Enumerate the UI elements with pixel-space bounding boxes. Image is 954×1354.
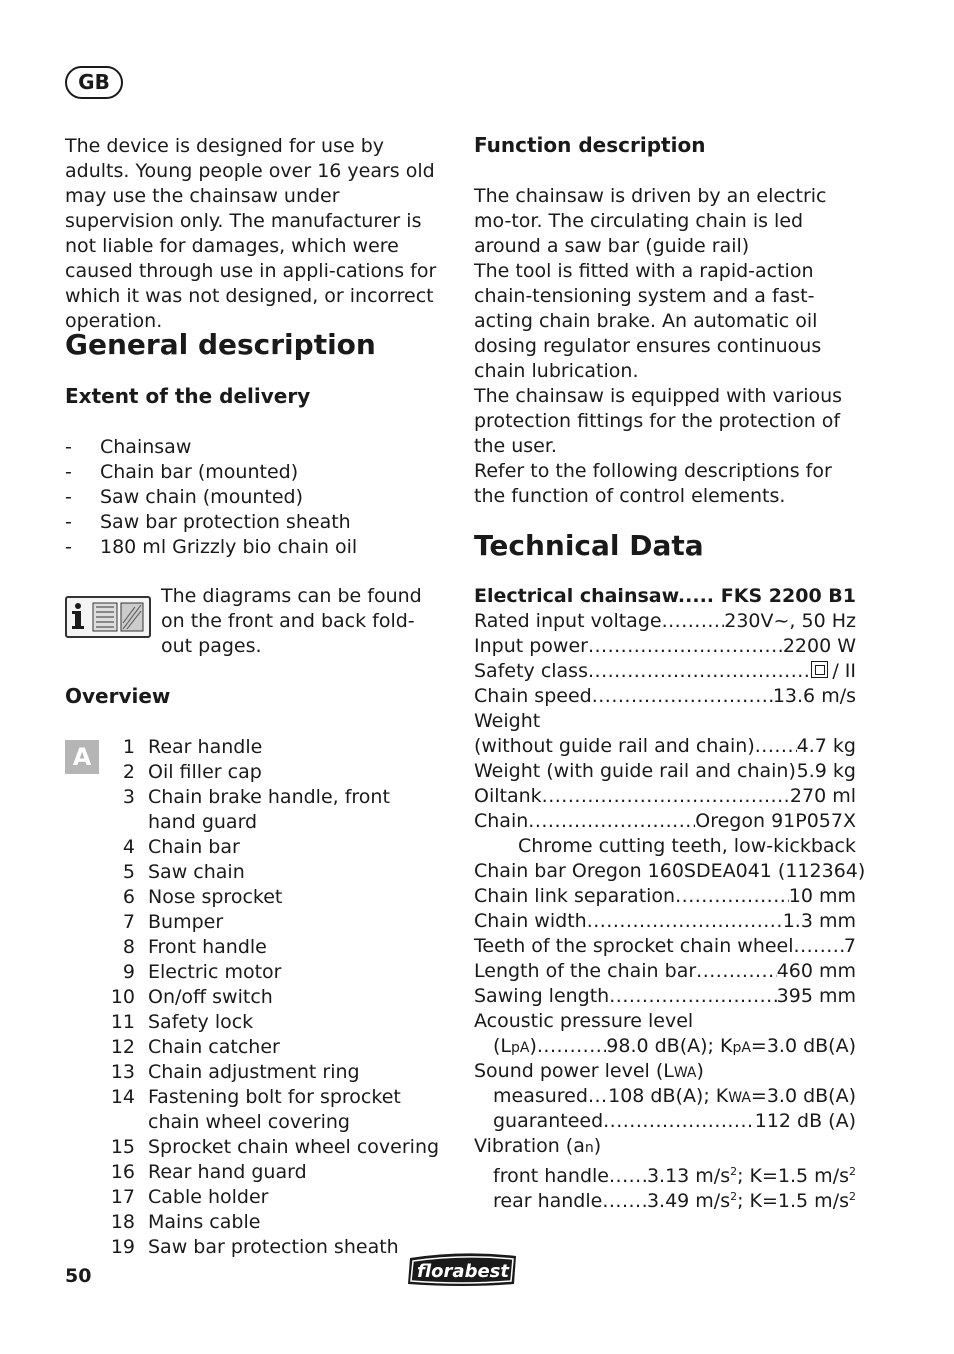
spec-header: Electrical chainsaw..... FKS 2200 B1 bbox=[474, 585, 856, 607]
function-description-text bbox=[474, 184, 856, 509]
general-description-heading: General description bbox=[65, 328, 376, 361]
spec-row: Weight (with guide rail and chain) ..... 5.9 kg bbox=[474, 759, 856, 784]
spec-row: Weight bbox=[474, 710, 541, 732]
spec-row: Acoustic pressure level bbox=[474, 1010, 694, 1032]
spec-row: front handle ..... 3.13 $m/s^2$; K=1.5 $m/s^2$ bbox=[474, 1159, 856, 1184]
list-item: 1 Rear handle bbox=[122, 736, 263, 758]
spec-row: Rated input voltage ..... 230V~, 50 Hz bbox=[474, 609, 856, 634]
function-description-heading: Function description bbox=[474, 133, 706, 157]
spec-row: Oiltank ..... 270 ml bbox=[474, 784, 856, 809]
list-item: - Saw chain (mounted) bbox=[65, 486, 304, 508]
spec-row: guaranteed ..... 112 dB (A) bbox=[474, 1109, 856, 1134]
double-insulation-icon bbox=[811, 661, 828, 678]
paragraph: Refer to the following descriptions for the function of control elements. bbox=[474, 460, 832, 507]
spec-row: Chain link separation ..... 10 mm bbox=[474, 884, 856, 909]
paragraph: The chainsaw is driven by an electric mo-tor. The circulating chain is led around a saw bar (guide rail) bbox=[474, 185, 827, 257]
extent-of-delivery-heading: Extent of the delivery bbox=[65, 384, 311, 408]
list-item: 2 Oil filler cap bbox=[122, 761, 262, 783]
spec-row: Chrome cutting teeth, low-kickback bbox=[518, 835, 856, 857]
spec-row: measured ..... 108 dB(A); KWA=3.0 dB(A) bbox=[474, 1084, 856, 1109]
svg-text:florabest: florabest bbox=[417, 1261, 509, 1282]
list-item: 13 Chain adjustment ring bbox=[110, 1061, 360, 1083]
list-item: 7 Bumper bbox=[122, 911, 224, 933]
figure-marker: A bbox=[65, 740, 99, 774]
info-diagram-icon bbox=[65, 596, 151, 638]
list-item: 19 Saw bar protection sheath bbox=[110, 1236, 399, 1258]
list-item: - 180 ml Grizzly bio chain oil bbox=[65, 536, 358, 558]
spec-row: Chain ..... Oregon 91P057X bbox=[474, 809, 856, 834]
spec-row: Safety class ..... / II bbox=[474, 659, 856, 684]
page-number: 50 bbox=[65, 1265, 92, 1287]
brand-logo bbox=[406, 1250, 520, 1288]
info-note bbox=[65, 584, 440, 659]
list-item: 8 Front handle bbox=[122, 936, 267, 958]
spec-row: Sound power level (LWA) bbox=[474, 1060, 704, 1082]
list-item: 16 Rear hand guard bbox=[110, 1161, 307, 1183]
overview-heading: Overview bbox=[65, 684, 171, 708]
list-item: 5 Saw chain bbox=[122, 861, 245, 883]
spec-row: Vibration (an) bbox=[474, 1135, 602, 1157]
list-item: 3 Chain brake handle, front hand guard bbox=[122, 786, 390, 833]
language-badge: GB bbox=[65, 66, 123, 99]
list-item: - Chainsaw bbox=[65, 436, 192, 458]
list-item: 12 Chain catcher bbox=[110, 1036, 280, 1058]
list-item: 18 Mains cable bbox=[110, 1211, 261, 1233]
list-item: 6 Nose sprocket bbox=[122, 886, 283, 908]
spec-table bbox=[474, 609, 866, 1212]
list-item: 17 Cable holder bbox=[110, 1186, 269, 1208]
spec-row: Input power ..... 2200 W bbox=[474, 634, 856, 659]
list-item: 14 Fastening bolt for sprocket chain wheel covering bbox=[110, 1086, 401, 1133]
delivery-list bbox=[65, 435, 440, 560]
spec-row: Chain width ..... 1.3 mm bbox=[474, 909, 856, 934]
list-item: 15 Sprocket chain wheel covering bbox=[110, 1136, 440, 1158]
spec-row: (without guide rail and chain) ..... 4.7 kg bbox=[474, 734, 856, 759]
info-note-text: The diagrams can be found on the front and back fold-out pages. bbox=[161, 585, 422, 657]
spec-row: (LpA) ..... 98.0 dB(A); KpA=3.0 dB(A) bbox=[474, 1034, 856, 1059]
list-item: - Chain bar (mounted) bbox=[65, 461, 299, 483]
intro-paragraph: The device is designed for use by adults. Young people over 16 years old may use the chainsaw under supervision only. The manufacturer is not liable for damages, which were caused through use in appli-cations for which it was not designed, or incorrect operation. bbox=[65, 135, 437, 332]
spec-row: Length of the chain bar ..... 460 mm bbox=[474, 959, 856, 984]
paragraph: The chainsaw is equipped with various protection fittings for the protection of the user. bbox=[474, 385, 843, 457]
spec-row: Teeth of the sprocket chain wheel ..... 7 bbox=[474, 934, 856, 959]
spec-row: Chain speed ..... 13.6 m/s bbox=[474, 684, 856, 709]
spec-row: Sawing length ..... 395 mm bbox=[474, 984, 856, 1009]
list-item: 11 Safety lock bbox=[110, 1011, 254, 1033]
list-item: 10 On/off switch bbox=[110, 986, 273, 1008]
overview-list bbox=[103, 735, 443, 1260]
technical-data-heading: Technical Data bbox=[474, 529, 704, 562]
list-item: 4 Chain bar bbox=[122, 836, 240, 858]
list-item: - Saw bar protection sheath bbox=[65, 511, 351, 533]
spec-row: rear handle ..... 3.49 $m/s^2$; K=1.5 $m/s^2$ bbox=[474, 1184, 856, 1209]
list-item: 9 Electric motor bbox=[122, 961, 282, 983]
paragraph: The tool is fitted with a rapid-action chain-tensioning system and a fast-acting chain brake. An automatic oil dosing regulator ensures continuous chain lubrication. bbox=[474, 260, 822, 382]
spec-row: Chain bar Oregon 160SDEA041 (112364) bbox=[474, 860, 866, 882]
